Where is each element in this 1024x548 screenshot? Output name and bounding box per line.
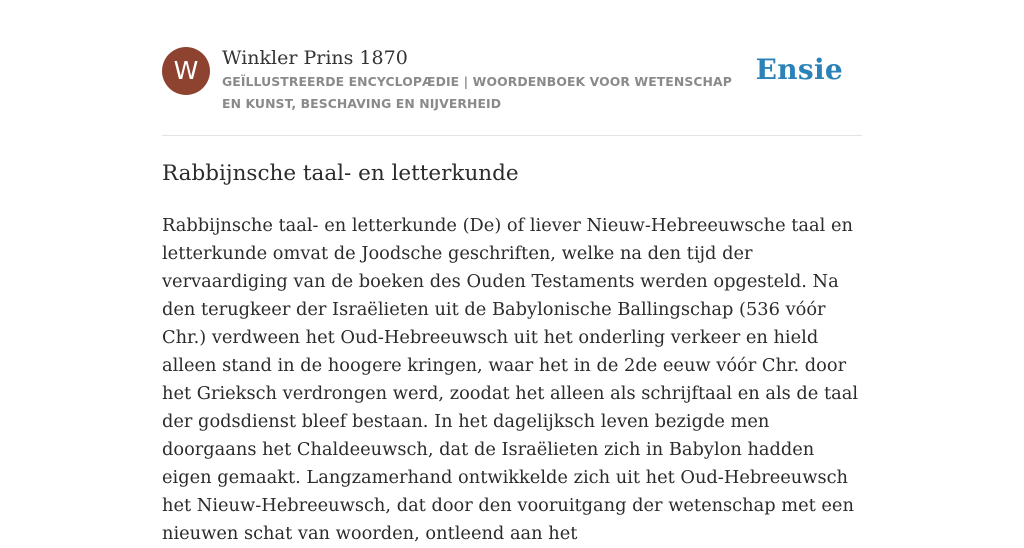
source-header bbox=[162, 46, 862, 118]
entry-title: Rabbijnsche taal- en letterkunde bbox=[162, 161, 519, 186]
source-avatar[interactable]: W bbox=[162, 47, 210, 95]
source-title[interactable]: Winkler Prins 1870 bbox=[222, 47, 408, 69]
ensie-logo[interactable]: Ensie bbox=[755, 53, 843, 86]
source-subtitle: GEÏLLUSTREERDE ENCYCLOPÆDIE | WOORDENBOEK VOOR WETENSCHAP EN KUNST, BESCHAVING EN NIJVERHEID bbox=[222, 74, 732, 111]
entry-body: Rabbijnsche taal- en letterkunde (De) of liever Nieuw-Hebreeuwsche taal en letterkunde omvat de Joodsche geschriften, welke na den tijd der vervaardiging van de boeken des Ouden Testaments werden opgesteld. Na den terugkeer der Israëlieten uit de Babylonische Ballingschap (536 vóór Chr.) verdween het Oud-Hebreeuwsch uit het onderling verkeer en hield alleen stand in de hoogere kringen, waar het in de 2de eeuw vóór Chr. door het Grieksch verdrongen werd, zoodat het alleen als schrijftaal en als de taal der godsdienst bleef bestaan. In het dagelijksch leven bezigde men doorgaans het Chaldeeuwsch, dat de Israëlieten zich in Babylon hadden eigen gemaakt. Langzamerhand ontwikkelde zich uit het Oud-Hebreeuwsch het Nieuw-Hebreeuwsch, dat door den vooruitgang der wetenschap met een nieuwen schat van woorden, ontleend aan het bbox=[162, 215, 859, 544]
header-divider bbox=[162, 135, 862, 136]
